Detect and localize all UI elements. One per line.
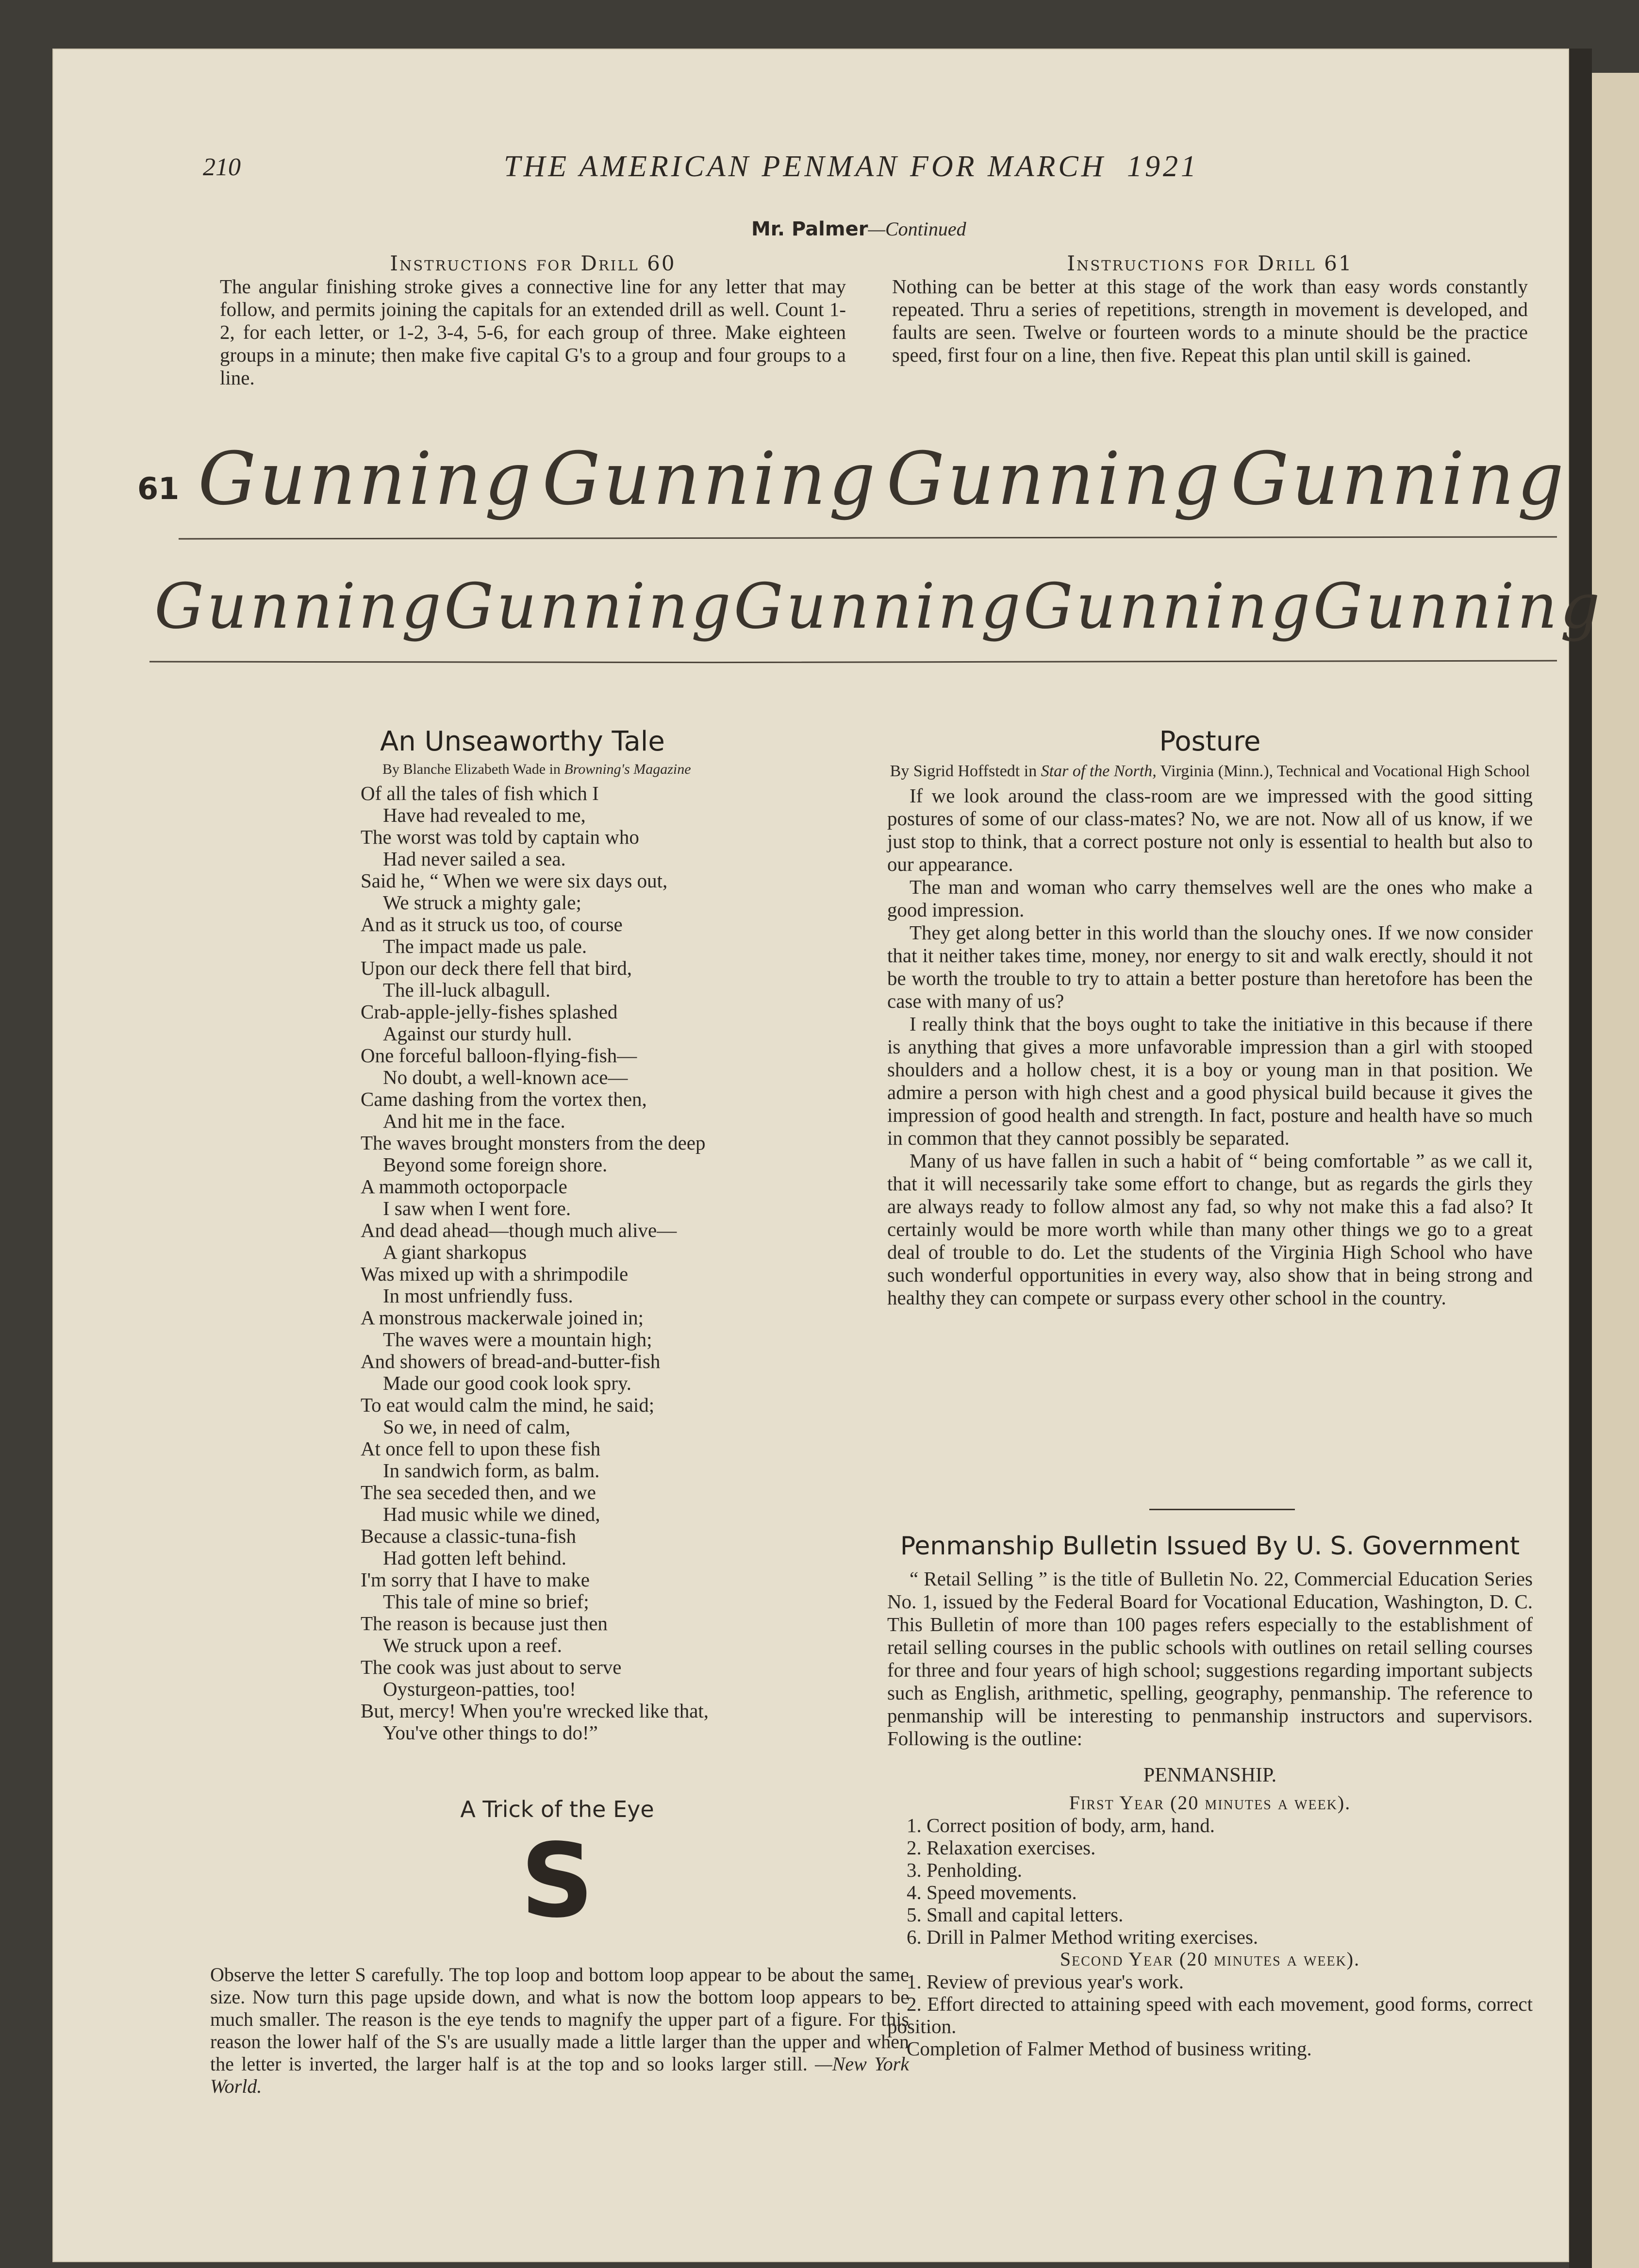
poem-line: Came dashing from the vortex then,: [361, 1088, 647, 1110]
script-word: Gunning: [198, 437, 534, 521]
script-word: Gunning: [1230, 437, 1567, 521]
poem-line: The reason is because just then: [361, 1612, 608, 1634]
page-number: 210: [203, 153, 241, 181]
poem-line: A mammoth octoporpacle: [361, 1175, 567, 1198]
poem-line: This tale of mine so brief;: [383, 1590, 589, 1613]
drill60-section: [220, 251, 846, 389]
outline-item: 3. Penholding.: [907, 1859, 1023, 1881]
posture-paragraph: I really think that the boys ought to take the initiative in this because if there is anything that gives a more unfavorable impression than a girl with stooped shoulders and a hollow chest, it is a boy or young man in that position. We admire a person with high chest and a good physical build because it gives the impression of good health and strength. In fact, posture and health have so much in common that they cannot possibly be separated.: [887, 1013, 1533, 1149]
section-divider: [1149, 1509, 1295, 1510]
posture-byline-source: Star of the North,: [1041, 762, 1157, 780]
drill61-text: Nothing can be better at this stage of the work than easy words constantly repeated. Thru a series of repetitions, strength in movement is developed, and faults are seen. Twelve or fourteen words to a minute should be the practice speed, first four on a line, then five. Repeat this plan until skill is gained.: [892, 275, 1528, 366]
poem-line: The waves were a mountain high;: [383, 1328, 652, 1351]
outline-item: 6. Drill in Palmer Method writing exercises.: [907, 1926, 1258, 1948]
posture-title: Posture: [1159, 726, 1261, 757]
running-title-year: 1921: [1127, 150, 1199, 183]
next-page-edge: [1592, 73, 1639, 2268]
trick-text: [210, 1964, 909, 2098]
poem-line: The worst was told by captain who: [361, 826, 639, 848]
script-baseline-1: [179, 534, 1557, 544]
trick-source: —New York World.: [210, 2053, 910, 2097]
script-word: Gunning: [444, 570, 734, 643]
poem-line: In most unfriendly fuss.: [383, 1284, 573, 1307]
continued-label: —Continued: [868, 218, 966, 240]
poem-line: We struck a mighty gale;: [383, 891, 581, 914]
script-word: Gunning: [886, 437, 1223, 521]
outline-item: 2. Effort directed to attaining speed with each movement, good forms, correct position.: [887, 1993, 1533, 2037]
script-word: Gunning: [542, 437, 878, 521]
poem-line: Of all the tales of fish which I: [361, 782, 599, 804]
poem-line: The sea seceded then, and we: [361, 1481, 596, 1503]
author-name: Mr. Palmer: [751, 218, 868, 240]
poem-line: And hit me in the face.: [383, 1110, 565, 1132]
poem-line: We struck upon a reef.: [383, 1634, 562, 1656]
outline-item: 1. Correct position of body, arm, hand.: [907, 1814, 1215, 1836]
poem-line: The waves brought monsters from the deep: [361, 1132, 706, 1154]
poem-line: Against our sturdy hull.: [383, 1022, 572, 1045]
tale-byline-prefix: By Blanche Elizabeth Wade in: [382, 761, 564, 777]
tale-title: An Unseaworthy Tale: [380, 726, 665, 757]
poem-line: The impact made us pale.: [383, 935, 587, 957]
poem-line: Said he, “ When we were six days out,: [361, 869, 668, 892]
author-byline: [751, 217, 966, 240]
trick-body: Observe the letter S carefully. The top loop and bottom loop appear to be about the same size. Now turn this page upside down, and what is now the bottom loop appears to be much smaller. The reason is the eye tends to magnify the upper part of a figure. For this reason the lower half of the S's are usually made a little larger than the upper and when the letter is inverted, the larger half is at the top and so looks larger still.: [210, 1964, 909, 2075]
poem-line: Because a classic-tuna-fish: [361, 1525, 576, 1547]
posture-byline: [887, 762, 1533, 781]
posture-section: [887, 726, 1533, 1309]
script-row-1: [198, 437, 1567, 521]
poem-line: Had gotten left behind.: [383, 1547, 567, 1569]
second-year-heading: Second Year (20 minutes a week).: [1060, 1948, 1360, 1970]
outline-title: PENMANSHIP.: [1143, 1764, 1277, 1786]
poem-line: So we, in need of calm,: [383, 1416, 570, 1438]
poem-line: To eat would calm the mind, he said;: [361, 1394, 655, 1416]
posture-paragraph: If we look around the class-room are we impressed with the good sitting postures of some of our class-mates? No, we are not. Now all of us know, if we just stop to think, that a correct posture not only is essential to health but also to our appearance.: [887, 784, 1533, 875]
outline-item: 4. Speed movements.: [907, 1881, 1077, 1903]
bulletin-section: [887, 1532, 1533, 2060]
poem-line: And showers of bread-and-butter-fish: [361, 1350, 661, 1372]
poem-line: Had music while we dined,: [383, 1503, 600, 1525]
poem-line: At once fell to upon these fish: [361, 1437, 601, 1460]
poem-line: A giant sharkopus: [383, 1241, 527, 1263]
script-word: Gunning: [1023, 570, 1313, 643]
tale-byline-source: Browning's Magazine: [564, 761, 691, 777]
poem-line: Upon our deck there fell that bird,: [361, 957, 632, 979]
poem-line: No doubt, a well-known ace—: [383, 1066, 628, 1088]
outline-item: 1. Review of previous year's work.: [907, 1970, 1184, 1993]
poem-line: The ill-luck albagull.: [383, 979, 550, 1001]
tale-poem: [361, 783, 887, 1744]
page-edge-shadow: [1569, 49, 1592, 2268]
bulletin-closing: Completion of Falmer Method of business writing.: [907, 2037, 1312, 2060]
trick-letter-s: S: [520, 1821, 594, 1940]
poem-line: You've other things to do!”: [383, 1721, 598, 1744]
posture-paragraph: The man and woman who carry themselves well are the ones who make a good impression.: [887, 876, 1533, 921]
poem-line: I saw when I went fore.: [383, 1197, 571, 1219]
poem-line: And as it struck us too, of course: [361, 913, 623, 935]
drill60-text: The angular finishing stroke gives a connective line for any letter that may follow, and permits joining the capitals for an extended drill as well. Count 1-2, for each letter, or 1-2, 3-4, 5-6, for each group of three. Make eighteen groups in a minute; then make five capital G's to a group and four groups to a line.: [220, 275, 846, 389]
poem-line: Made our good cook look spry.: [383, 1372, 632, 1394]
running-title-text: THE AMERICAN PENMAN FOR MARCH: [504, 150, 1106, 183]
tale-section: [305, 726, 887, 1744]
poem-line: And dead ahead—though much alive—: [361, 1219, 677, 1241]
drill61-title: Instructions for Drill 61: [1067, 251, 1353, 275]
script-word: Gunning: [1313, 570, 1603, 643]
running-title: [504, 150, 1199, 184]
poem-line: But, mercy! When you're wrecked like that,: [361, 1700, 709, 1722]
outline-item: 2. Relaxation exercises.: [907, 1836, 1096, 1859]
script-word: Gunning: [733, 570, 1024, 643]
script-word: Gunning: [154, 570, 444, 643]
magazine-page: [52, 49, 1603, 2262]
poem-line: In sandwich form, as balm.: [383, 1459, 600, 1482]
outline-item: 5. Small and capital letters.: [907, 1903, 1124, 1926]
poem-line: Crab-apple-jelly-fishes splashed: [361, 1001, 618, 1023]
drill60-title: Instructions for Drill 60: [390, 251, 676, 275]
first-year-heading: First Year (20 minutes a week).: [1069, 1792, 1351, 1814]
posture-byline-prefix: By Sigrid Hoffstedt in: [890, 762, 1041, 780]
posture-byline-suffix: Virginia (Minn.), Technical and Vocational High School: [1156, 762, 1530, 780]
script-row-2: [154, 570, 1603, 643]
drill61-section: [892, 251, 1528, 367]
drill-number: 61: [137, 471, 180, 506]
poem-line: Have had revealed to me,: [383, 804, 586, 826]
poem-line: A monstrous mackerwale joined in;: [361, 1306, 644, 1329]
poem-line: Had never sailed a sea.: [383, 848, 566, 870]
poem-line: The cook was just about to serve: [361, 1656, 622, 1678]
bulletin-text: “ Retail Selling ” is the title of Bulletin No. 22, Commercial Education Series No. 1, issued by the Federal Board for Vocational Education, Washington, D. C. This Bulletin of more than 100 pages refers especially to the establishment of retail selling courses in the public schools with outlines on retail selling courses for three and four years of high school; suggestions regarding important subjects such as English, arithmetic, spelling, geography, penmanship. The reference to penmanship will be interesting to penmanship instructors and supervisors. Following is the outline:: [887, 1568, 1533, 1750]
poem-line: Oysturgeon-patties, too!: [383, 1678, 576, 1700]
poem-line: I'm sorry that I have to make: [361, 1568, 590, 1591]
posture-paragraph: They get along better in this world than the slouchy ones. If we now consider that it neither takes time, money, nor energy to sit and walk erectly, should it not be worth the trouble to try to attain a better posture than heretofore has been the case with many of us?: [887, 921, 1533, 1012]
posture-paragraph: Many of us have fallen in such a habit of “ being comfortable ” as we call it, that it will necessarily take some effort to change, but as regards the girls they are always ready to follow almost any fad, so why not make this a fad also? It certainly would be more worth while than many other things we go to a great deal of trouble to do. Let the students of the Virginia High School who have such wonderful opportunities in every way, also show that in being strong and healthy they can compete or surpass every other school in the country.: [887, 1150, 1533, 1309]
script-baseline-2: [149, 658, 1557, 667]
poem-line: Was mixed up with a shrimpodile: [361, 1263, 629, 1285]
tale-byline: [382, 761, 887, 778]
trick-title: A Trick of the Eye: [460, 1796, 654, 1822]
poem-line: Beyond some foreign shore.: [383, 1153, 608, 1176]
bulletin-title: Penmanship Bulletin Issued By U. S. Government: [900, 1532, 1520, 1561]
poem-line: One forceful balloon-flying-fish—: [361, 1044, 637, 1067]
